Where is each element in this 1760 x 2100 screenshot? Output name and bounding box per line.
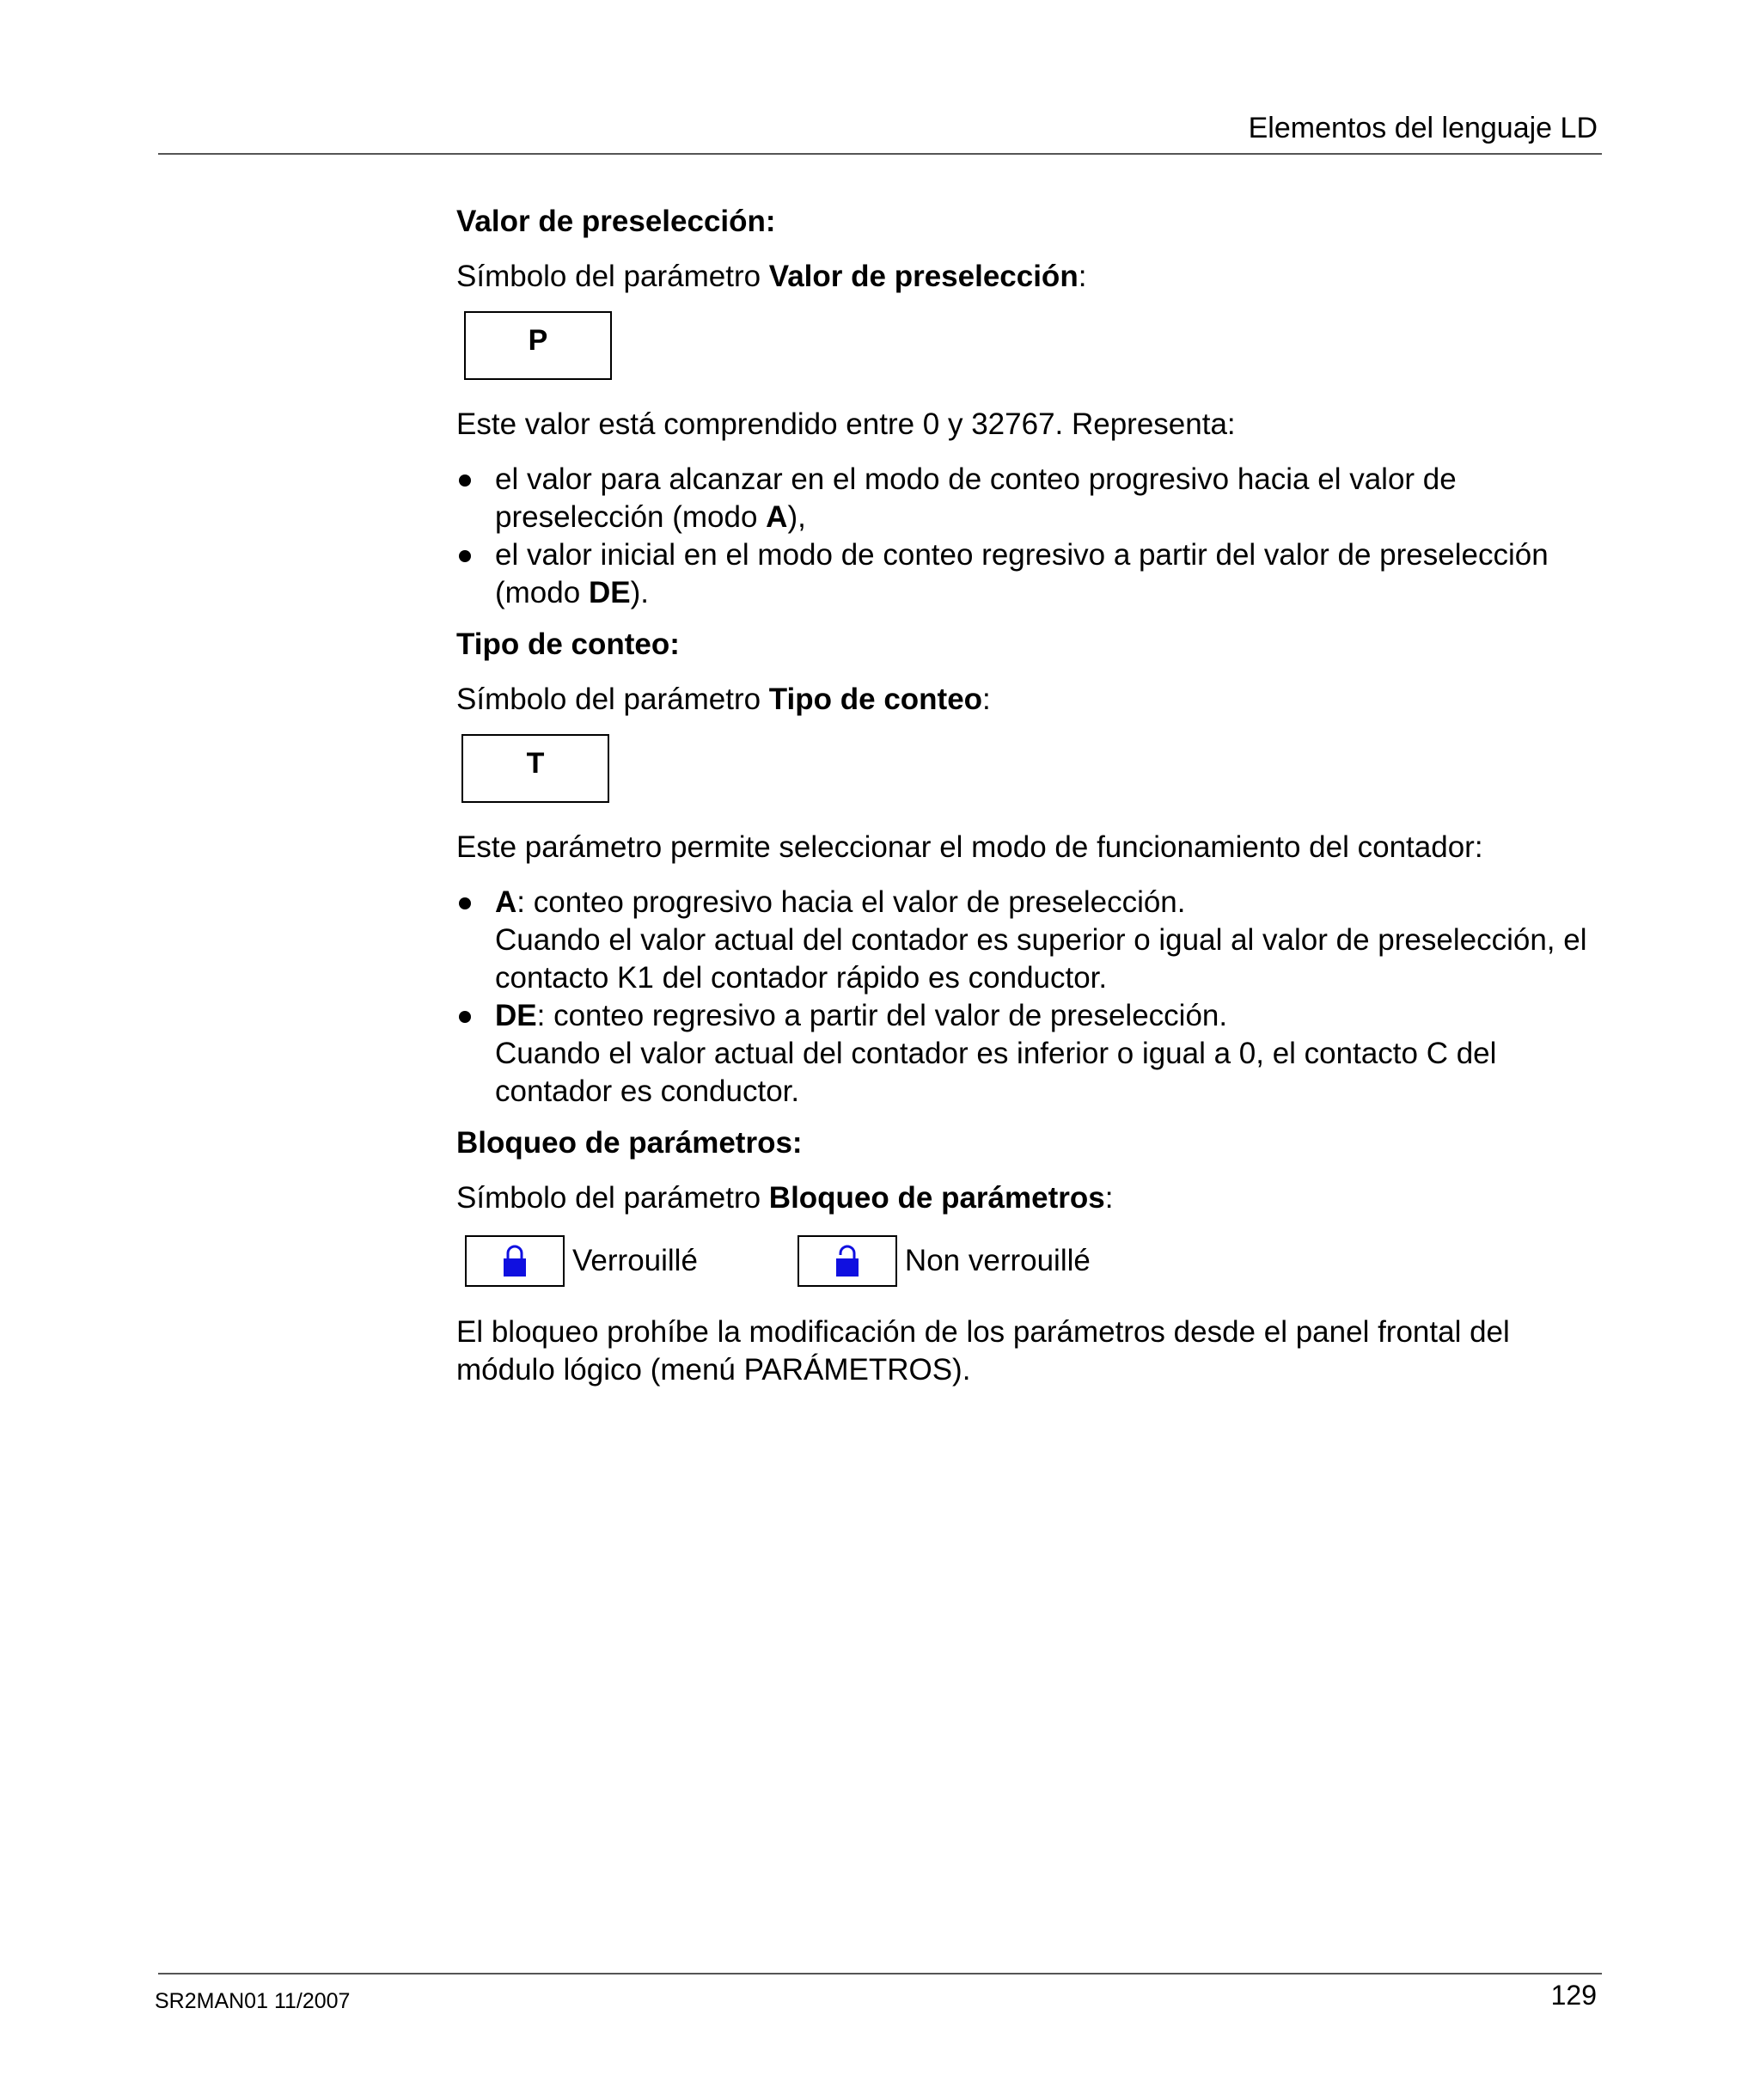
unlocked-label: Non verrouillé (904, 1244, 1091, 1277)
list-item (456, 461, 1608, 536)
count-type-symbol-letter: T (526, 747, 545, 780)
padlock-open-icon (834, 1244, 860, 1278)
preset-symbol-box (464, 311, 612, 380)
count-type-bullet-list (456, 884, 1608, 1111)
count-type-description: Este parámetro permite seleccionar el modo de funcionamiento del contador: (456, 830, 1483, 864)
running-header: Elementos del lenguaje LD (1248, 112, 1598, 144)
bullet-text: el valor inicial en el modo de conteo regresivo a partir del valor de preselección (modo (495, 538, 1549, 609)
bullet-detail: Cuando el valor actual del contador es inferior o igual a 0, el contacto C del contador es conductor. (495, 1037, 1497, 1108)
param-lock-symbol-name: Bloqueo de parámetros (768, 1181, 1105, 1215)
header-rule (158, 153, 1602, 155)
param-lock-symbol-suffix: : (1104, 1181, 1114, 1215)
preset-symbol-letter: P (528, 324, 548, 357)
param-lock-heading: Bloqueo de parámetros: (456, 1126, 803, 1160)
count-type-heading: Tipo de conteo: (456, 628, 680, 661)
list-item (456, 536, 1608, 612)
padlock-closed-icon (502, 1244, 528, 1278)
list-item (456, 997, 1608, 1111)
count-type-symbol-box (461, 734, 609, 803)
footer-rule (158, 1973, 1602, 1974)
locked-symbol-box (465, 1235, 565, 1287)
bullet-mode: DE (588, 576, 631, 609)
count-type-symbol-prefix: Símbolo del parámetro (456, 683, 769, 716)
bullet-text: el valor para alcanzar en el modo de conteo progresivo hacia el valor de preselección (modo (495, 462, 1457, 534)
param-lock-symbol-prefix: Símbolo del parámetro (456, 1181, 769, 1215)
bullet-detail: Cuando el valor actual del contador es superior o igual al valor de preselección, el contacto K1 del contador rápido es conductor. (495, 923, 1587, 995)
bullet-text: : conteo progresivo hacia el valor de preselección. (516, 885, 1186, 919)
list-item (456, 884, 1608, 997)
document-reference: SR2MAN01 11/2007 (155, 1989, 351, 2013)
unlocked-symbol-box (798, 1235, 897, 1287)
preset-heading: Valor de preselección: (456, 205, 776, 238)
preset-symbol-line (456, 258, 1608, 296)
bullet-mode: A (495, 885, 517, 919)
bullet-mode: A (766, 500, 788, 534)
preset-bullet-list (456, 461, 1608, 612)
locked-label: Verrouillé (572, 1244, 698, 1277)
count-type-symbol-suffix: : (982, 683, 991, 716)
preset-symbol-suffix: : (1078, 260, 1087, 293)
page-content (456, 203, 1608, 1389)
count-type-symbol-name: Tipo de conteo (768, 683, 983, 716)
preset-description: Este valor está comprendido entre 0 y 32767. Representa: (456, 407, 1236, 441)
bullet-text-end: ), (787, 500, 806, 534)
count-type-symbol-line (456, 681, 1608, 719)
param-lock-symbol-line (456, 1179, 1608, 1217)
bullet-text-end: ). (630, 576, 649, 609)
param-lock-description: El bloqueo prohíbe la modificación de los parámetros desde el panel frontal del módulo lógico (menú PARÁMETROS). (456, 1315, 1510, 1387)
bullet-mode: DE (495, 999, 537, 1032)
preset-symbol-name: Valor de preselección (768, 260, 1079, 293)
page-number: 129 (1550, 1980, 1597, 2011)
bullet-text: : conteo regresivo a partir del valor de preselección. (536, 999, 1228, 1032)
preset-symbol-prefix: Símbolo del parámetro (456, 260, 769, 293)
lock-symbols-row (465, 1234, 1608, 1288)
